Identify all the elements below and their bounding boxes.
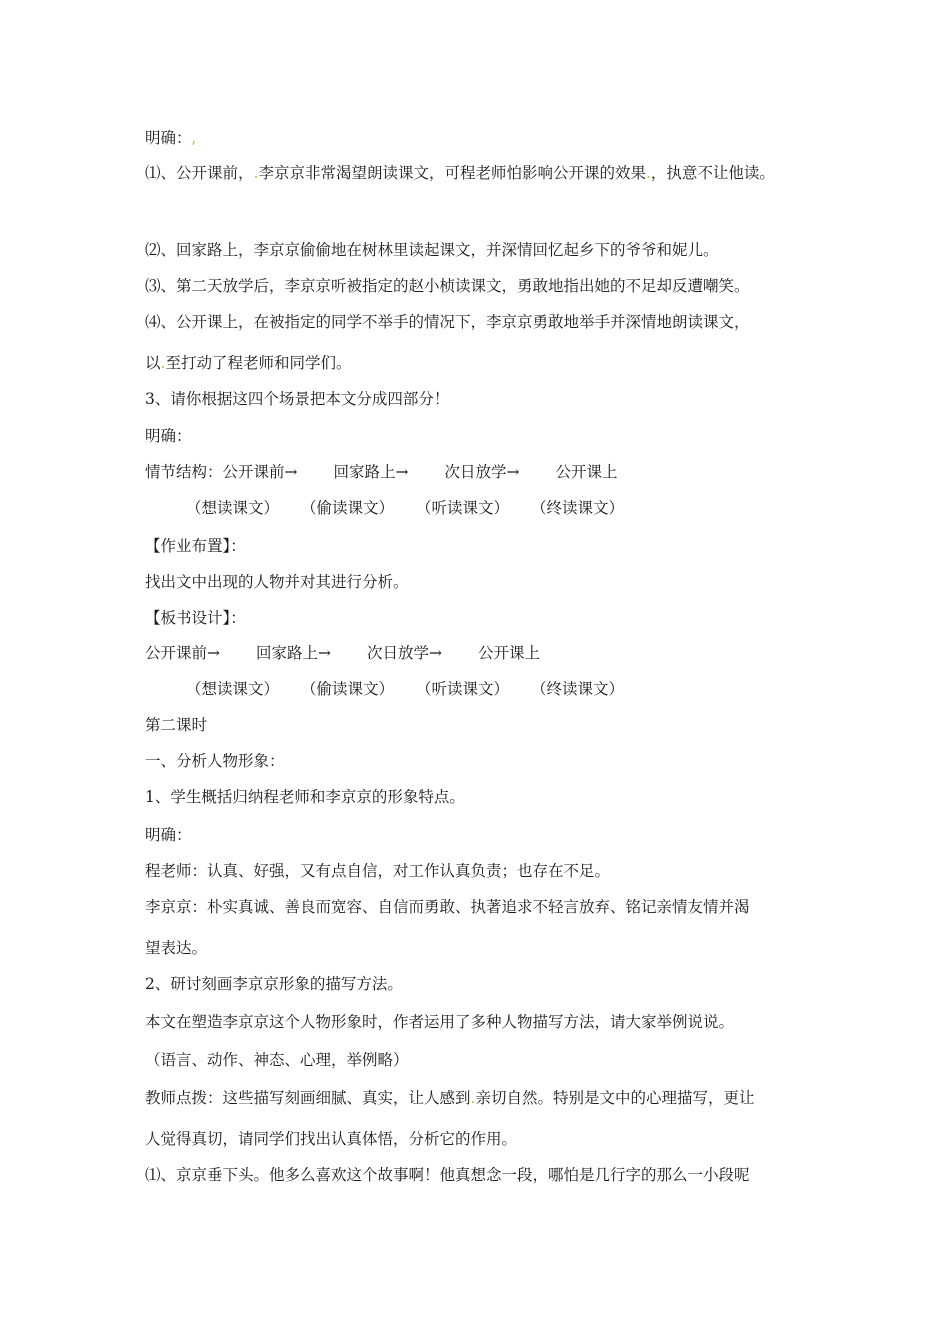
li-jingjing-traits-cont: 望表达。 xyxy=(145,939,208,957)
question-1: 1、学生概括归纳程老师和李京京的形象特点。 xyxy=(145,788,465,806)
paragraph-scene-4: ⑷、公开课上，在被指定的同学不举手的情况下，李京京勇敢地举手并深情地朗读课文， xyxy=(145,313,750,331)
question-3: 3、请你根据这四个场景把本文分成四部分！ xyxy=(145,390,450,408)
question-2: 2、研讨刻画李京京形象的描写方法。 xyxy=(145,975,403,993)
teacher-guidance-cont: 人觉得真切，请同学们找出认真体悟，分析它的作用。 xyxy=(145,1130,518,1148)
paragraph-scene-2: ⑵、回家路上，李京京偷偷地在树林里读起课文，并深情回忆起乡下的爷爷和妮儿。 xyxy=(145,241,719,259)
answer-label: 明确： xyxy=(145,826,192,844)
answer-label: 明确：, xyxy=(145,129,197,147)
paragraph-scene-1: ⑴、公开课前，.李京京非常渴望朗读课文，可程老师怕影响公开课的效果.，执意不让他读。 xyxy=(145,164,775,182)
paragraph-scene-4-cont: 以.至打动了程老师和同学们。 xyxy=(145,354,352,372)
example-1: ⑴、京京垂下头。他多么喜欢这个故事啊！他真想念一段，哪怕是几行字的那么一小段呢 xyxy=(145,1166,750,1184)
plot-structure-row: 情节结构：公开课前→ 回家路上→ 次日放学→ 公开课上 xyxy=(145,463,618,481)
section-analyze-characters: 一、分析人物形象： xyxy=(145,752,285,770)
description-types: （语言、动作、神态、心理，举例略） xyxy=(145,1051,409,1069)
lesson-heading: 第二课时 xyxy=(145,716,208,734)
section-homework: 【作业布置】： xyxy=(145,537,246,555)
discussion-prompt: 本文在塑造李京京这个人物形象时，作者运用了多种人物描写方法，请大家举例说说。 xyxy=(145,1013,735,1031)
homework-text: 找出文中出现的人物并对其进行分析。 xyxy=(145,573,409,591)
li-jingjing-traits: 李京京：朴实真诚、善良而宽容、自信而勇敢、执著追求不轻言放弃、铭记亲情友情并渴 xyxy=(145,898,750,916)
teacher-guidance: 教师点拨：这些描写刻画细腻、真实，让人感到.亲切自然。特别是文中的心理描写，更让 xyxy=(145,1089,755,1107)
answer-label: 明确： xyxy=(145,427,192,445)
board-design-row: 公开课前→ 回家路上→ 次日放学→ 公开课上 xyxy=(145,644,541,662)
paragraph-scene-3: ⑶、第二天放学后，李京京听被指定的赵小桢读课文，勇敢地指出她的不足却反遭嘲笑。 xyxy=(145,277,750,295)
teacher-cheng-traits: 程老师：认真、好强，又有点自信，对工作认真负责；也存在不足。 xyxy=(145,862,611,880)
board-design-notes: （想读课文） （偷读课文） （听读课文） （终读课文） xyxy=(186,680,625,698)
section-board-design: 【板书设计】： xyxy=(145,609,246,627)
plot-structure-notes: （想读课文） （偷读课文） （听读课文） （终读课文） xyxy=(186,499,625,517)
